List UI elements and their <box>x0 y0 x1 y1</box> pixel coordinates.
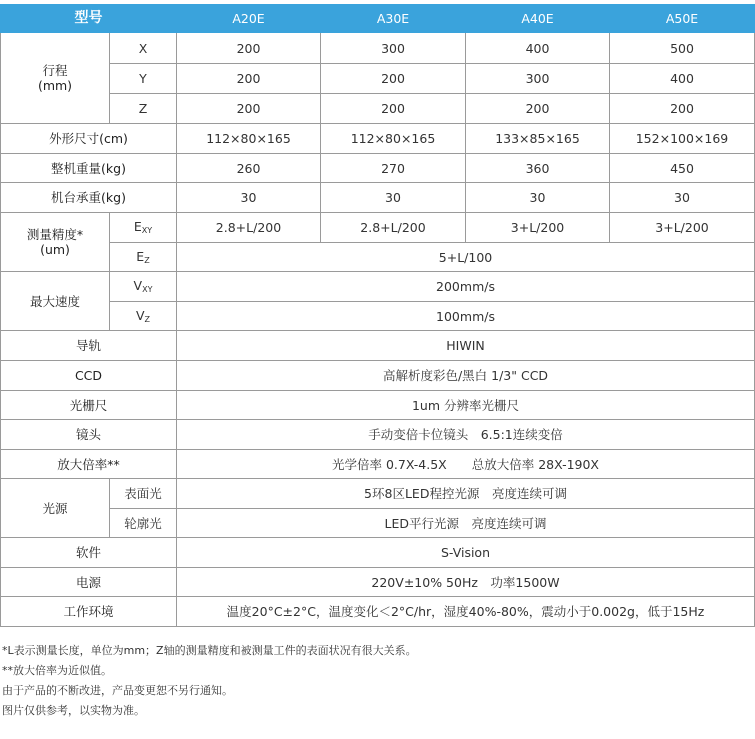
table-cell: 152×100×169 <box>610 124 755 154</box>
table-cell: 200 <box>177 64 321 94</box>
stroke-label-line1: 行程 <box>42 63 68 78</box>
table-row <box>1 391 755 420</box>
table-cell: 200 <box>177 94 321 124</box>
table-cell: 100mm/s <box>177 302 755 331</box>
table-row <box>1 124 755 154</box>
vz-sub: Z <box>144 314 151 324</box>
vxy-main: V <box>133 278 143 293</box>
table-row <box>1 568 755 597</box>
software-label: 软件 <box>1 538 177 568</box>
table-cell: 200 <box>321 64 466 94</box>
table-row <box>1 64 755 94</box>
stroke-label-line2: (mm) <box>37 78 73 93</box>
table-row <box>1 479 755 509</box>
grating-label: 光栅尺 <box>1 391 177 420</box>
table-cell: 200mm/s <box>177 272 755 302</box>
exy-main: E <box>133 219 142 234</box>
table-row <box>1 33 755 64</box>
model-a20e: A20E <box>177 5 321 33</box>
table-cell: 200 <box>610 94 755 124</box>
accuracy-label-line1: 测量精度* <box>26 227 84 242</box>
table-cell: 133×85×165 <box>466 124 610 154</box>
table-cell: 400 <box>466 33 610 64</box>
table-cell: 30 <box>466 183 610 213</box>
table-row <box>1 450 755 479</box>
table-cell: 300 <box>321 33 466 64</box>
dimensions-label: 外形尺寸(cm) <box>1 124 177 154</box>
table-cell: 2.8+L/200 <box>321 213 466 243</box>
table-cell: 30 <box>177 183 321 213</box>
table-cell: 500 <box>610 33 755 64</box>
footnote: **放大倍率为近似值。 <box>2 664 112 677</box>
vxy-label <box>110 272 177 302</box>
table-cell: 220V±10% 50Hz 功率1500W <box>177 568 755 597</box>
table-header-row <box>1 5 755 33</box>
table-row <box>1 154 755 183</box>
ez-sub: Z <box>144 255 150 265</box>
model-a30e: A30E <box>321 5 466 33</box>
table-cell: 手动变倍卡位镜头 6.5:1连续变倍 <box>177 420 755 450</box>
table-row <box>1 509 755 538</box>
footnote: 由于产品的不断改进，产品变更恕不另行通知。 <box>2 684 233 697</box>
table-cell: 5环8区LED程控光源 亮度连续可调 <box>177 479 755 509</box>
table-row <box>1 272 755 302</box>
table-row <box>1 183 755 213</box>
exy-label <box>110 213 177 243</box>
power-label: 电源 <box>1 568 177 597</box>
speed-label: 最大速度 <box>1 272 110 331</box>
exy-sub: XY <box>141 226 153 235</box>
table-cell: 1um 分辨率光栅尺 <box>177 391 755 420</box>
table-cell: 200 <box>466 94 610 124</box>
vz-label <box>110 302 177 331</box>
accuracy-label-line2: (um) <box>40 242 70 257</box>
table-cell: 112×80×165 <box>321 124 466 154</box>
lens-label: 镜头 <box>1 420 177 450</box>
table-row <box>1 94 755 124</box>
table-cell: 200 <box>177 33 321 64</box>
ccd-label: CCD <box>1 361 177 391</box>
weight-label: 整机重量(kg) <box>1 154 177 183</box>
axis-x: X <box>110 33 177 64</box>
table-row <box>1 361 755 391</box>
table-cell: LED平行光源 亮度连续可调 <box>177 509 755 538</box>
table-cell: 5+L/100 <box>177 243 755 272</box>
table-row <box>1 597 755 627</box>
vxy-sub: XY <box>142 285 153 294</box>
footnotes <box>2 641 417 721</box>
table-cell: 400 <box>610 64 755 94</box>
table-cell: 3+L/200 <box>466 213 610 243</box>
spec-table <box>0 4 755 627</box>
footnote: 图片仅供参考，以实物为准。 <box>2 704 145 717</box>
table-cell: 温度20°C±2°C，温度变化＜2°C/hr，湿度40%-80%，震动小于0.002g，低于15Hz <box>177 597 755 627</box>
table-cell: 300 <box>466 64 610 94</box>
accuracy-label <box>1 213 110 272</box>
environment-label: 工作环境 <box>1 597 177 627</box>
table-cell: 260 <box>177 154 321 183</box>
table-cell: 30 <box>321 183 466 213</box>
table-cell: 光学倍率 0.7X-4.5X 总放大倍率 28X-190X <box>177 450 755 479</box>
load-label: 机台承重(kg) <box>1 183 177 213</box>
table-cell: HIWIN <box>177 331 755 361</box>
table-cell: 200 <box>321 94 466 124</box>
magnification-label: 放大倍率** <box>1 450 177 479</box>
contour-light-label: 轮廓光 <box>110 509 177 538</box>
model-a50e: A50E <box>610 5 755 33</box>
table-row <box>1 538 755 568</box>
table-cell: 2.8+L/200 <box>177 213 321 243</box>
table-row <box>1 302 755 331</box>
table-cell: 270 <box>321 154 466 183</box>
table-cell: 30 <box>610 183 755 213</box>
ez-label <box>110 243 177 272</box>
model-a40e: A40E <box>466 5 610 33</box>
rail-label: 导轨 <box>1 331 177 361</box>
table-row <box>1 331 755 361</box>
axis-z: Z <box>110 94 177 124</box>
table-cell: 112×80×165 <box>177 124 321 154</box>
table-cell: 3+L/200 <box>610 213 755 243</box>
axis-y: Y <box>110 64 177 94</box>
table-row <box>1 243 755 272</box>
ez-main: E <box>136 248 145 264</box>
table-row <box>1 420 755 450</box>
surface-light-label: 表面光 <box>110 479 177 509</box>
table-cell: 高解析度彩色/黑白 1/3" CCD <box>177 361 755 391</box>
vz-main: V <box>135 307 145 323</box>
table-row <box>1 213 755 243</box>
stroke-label <box>1 33 110 124</box>
footnote: *L表示测量长度，单位为mm；Z轴的测量精度和被测量工件的表面状况有很大关系。 <box>2 644 417 657</box>
table-cell: 450 <box>610 154 755 183</box>
light-label: 光源 <box>1 479 110 538</box>
table-cell: 360 <box>466 154 610 183</box>
model-header: 型号 <box>1 5 177 33</box>
table-cell: S-Vision <box>177 538 755 568</box>
